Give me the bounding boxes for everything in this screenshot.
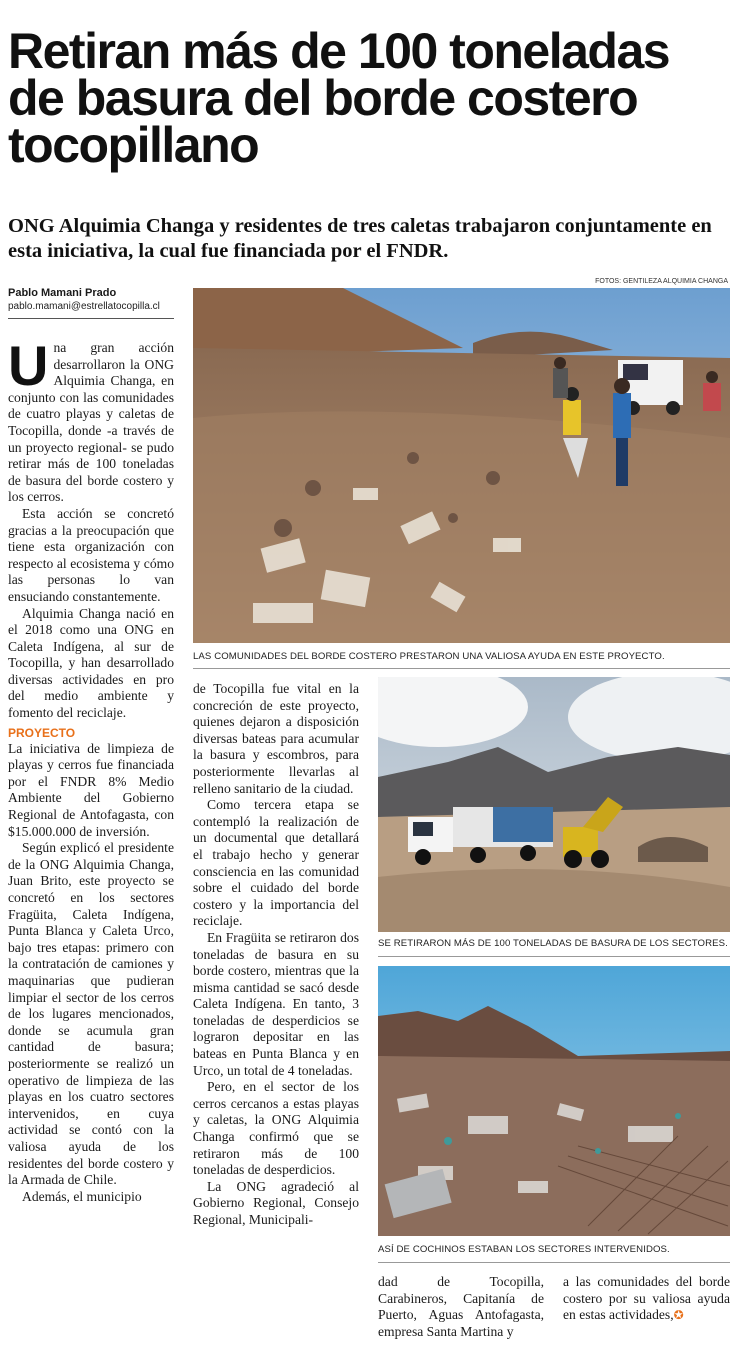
subhead: ONG Alquimia Changa y residentes de tres caletas trabajaron conjuntamente en esta iniciativa, la cual fue financiada por el FNDR. (8, 215, 712, 262)
paragraph: de Tocopilla fue vital en la concreción de este proyecto, quienes dejaron a disposición diversas bateas para acumular la basura y escombros, para posteriormente llevarlas al relleno sanitario de la ciudad. (193, 681, 359, 796)
paragraph: dad de Tocopilla, Carabineros, Capitanía de Puerto, Aguas Antofagasta, empresa Santa Martina y (378, 1274, 544, 1339)
text-column-3 (378, 1274, 544, 1346)
text-column-4 (563, 1274, 730, 1346)
text-column-2 (193, 681, 359, 1346)
paragraph: Pero, en el sector de los cerros cercanos a estas playas y caletas, la ONG Alquimia Changa confirmó que se retiraron más de 100 toneladas de desperdicios. (193, 1079, 359, 1178)
author-email[interactable]: pablo.mamani@estrellatocopilla.cl (8, 301, 160, 312)
text-column-1 (8, 340, 174, 1350)
paragraph: En Fragüita se retiraron dos toneladas de basura en su borde costero, mientras que la misma cantidad se sacó desde Caleta Indígena. En tanto, 3 toneladas de desperdicios se lograron depositar en las bateas en Punta Blanca y en Urco, un total de 4 toneladas. (193, 929, 359, 1078)
paragraph: La iniciativa de limpieza de playas y cerros fue financiada por el FNDR 8% Medio Ambiente del Gobierno Regional de Antofagasta, con $15.000.000 de inversión. (8, 740, 174, 839)
photo-polluted-area (378, 966, 730, 1236)
section-heading: PROYECTO (8, 725, 76, 740)
photo-credit: FOTOS: GENTILEZA ALQUIMIA CHANGA (595, 278, 728, 285)
paragraph: La ONG agradeció al Gobierno Regional, Consejo Regional, Municipali- (193, 1178, 359, 1227)
paragraph: a las comunidades del borde costero por su valiosa ayuda en estas actividades,✪ (563, 1274, 730, 1323)
paragraph: Según explicó el presidente de la ONG Alquimia Changa, Juan Brito, este proyecto se concretó en los sectores Fragüita, Caleta Indígena, Punta Blanca y Caleta Urco, bajo tres etapas: primero con la contratación de camiones y maquinarias que pudieran limpiar el sector de los cerros de los lugares mencionados, donde se acumula gran cantidad de basura; posteriormente se realizó un operativo de limpieza de las playas en los cuatro sectores intervenidos, en cuya actividad se contó con la valiosa ayuda de los residentes del borde costero y la Armada de Chile. (8, 840, 174, 1188)
photo3-caption: ASÍ DE COCHINOS ESTABAN LOS SECTORES INTERVENIDOS. (378, 1244, 670, 1255)
photo1-caption: LAS COMUNIDADES DEL BORDE COSTERO PRESTARON UNA VALIOSA AYUDA EN ESTE PROYECTO. (193, 651, 665, 662)
caption-divider (378, 956, 730, 957)
photo-cleanup-crew-image (193, 288, 730, 643)
headline: Retiran más de 100 toneladas de basura del borde costero tocopillano (8, 23, 670, 173)
end-mark-icon: ✪ (673, 1308, 684, 1323)
author-name: Pablo Mamani Prado (8, 287, 117, 299)
photo-trucks-image (378, 677, 730, 932)
paragraph: Como tercera etapa se contempló la realización de un documental que detallará el trabajo hecho y generar consciencia en las comunidad sobre el cuidado del borde costero y la importancia del reciclaje. (193, 797, 359, 929)
drop-cap: U (8, 340, 49, 397)
paragraph: Esta acción se concretó gracias a la preocupación que tiene esta organización con respecto al ecosistema y cómo las personas lo van ensuciando constantemente. (8, 505, 174, 604)
caption-divider (193, 668, 730, 669)
photo-polluted-area-image (378, 966, 730, 1236)
byline-divider (8, 318, 174, 319)
paragraph: Alquimia Changa nació en el 2018 como una ONG en Caleta Indígena, al sur de Tocopilla, y han desarrollado diversas actividades en pro del medio ambiente y fomento del reciclaje. (8, 605, 174, 721)
byline (8, 287, 174, 313)
caption-divider (378, 1262, 730, 1263)
photo2-caption: SE RETIRARON MÁS DE 100 TONELADAS DE BASURA DE LOS SECTORES. (378, 938, 728, 949)
lead-paragraph: Una gran acción desarrollaron la ONG Alquimia Changa, en conjunto con las comunidades de cuatro playas y caletas de Tocopilla, donde -a través de un proyecto regional- se pudo retirar más de 100 toneladas de basura del borde costero y los cerros. (8, 340, 174, 505)
paragraph: Además, el municipio (22, 1188, 142, 1204)
photo-cleanup-crew (193, 288, 730, 643)
photo-trucks (378, 677, 730, 932)
